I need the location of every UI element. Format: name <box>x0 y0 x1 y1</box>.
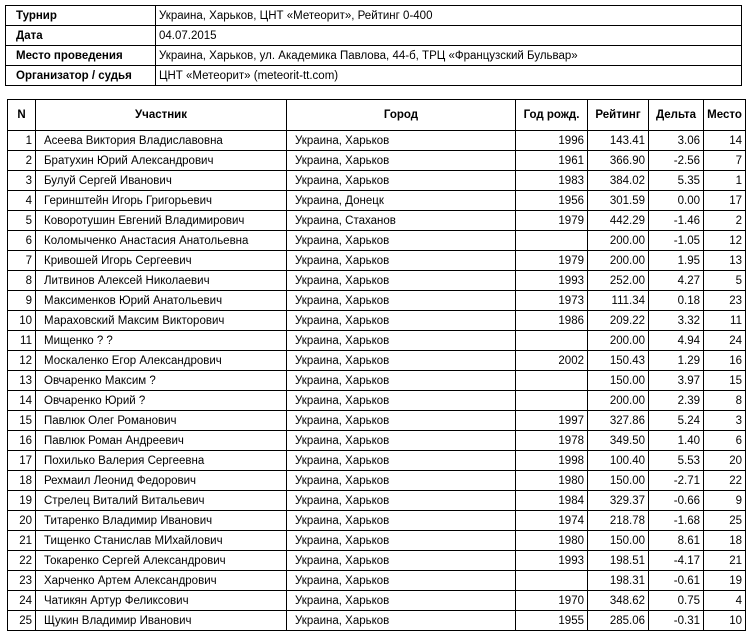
cell-birth-year: 1979 <box>516 251 588 271</box>
cell-participant: Максименков Юрий Анатольевич <box>36 291 287 311</box>
cell-rating: 349.50 <box>588 431 649 451</box>
cell-city: Украина, Донецк <box>287 191 516 211</box>
cell-city: Украина, Стаханов <box>287 211 516 231</box>
cell-city: Украина, Харьков <box>287 131 516 151</box>
cell-place: 1 <box>704 171 746 191</box>
cell-rating: 384.02 <box>588 171 649 191</box>
cell-delta: 1.40 <box>649 431 704 451</box>
cell-number: 9 <box>8 291 36 311</box>
table-row <box>8 491 746 511</box>
info-label: Место проведения <box>6 46 156 66</box>
cell-number: 22 <box>8 551 36 571</box>
cell-city: Украина, Харьков <box>287 591 516 611</box>
cell-delta: 5.24 <box>649 411 704 431</box>
cell-delta: -4.17 <box>649 551 704 571</box>
cell-city: Украина, Харьков <box>287 171 516 191</box>
cell-birth-year <box>516 331 588 351</box>
cell-place: 16 <box>704 351 746 371</box>
cell-number: 15 <box>8 411 36 431</box>
col-header-birth-year: Год рожд. <box>516 100 588 131</box>
cell-birth-year <box>516 391 588 411</box>
cell-delta: -1.05 <box>649 231 704 251</box>
cell-number: 3 <box>8 171 36 191</box>
cell-participant: Литвинов Алексей Николаевич <box>36 271 287 291</box>
cell-rating: 209.22 <box>588 311 649 331</box>
cell-place: 12 <box>704 231 746 251</box>
results-body <box>8 131 746 631</box>
info-label: Организатор / судья <box>6 66 156 86</box>
cell-birth-year: 1974 <box>516 511 588 531</box>
cell-city: Украина, Харьков <box>287 251 516 271</box>
table-row <box>8 251 746 271</box>
cell-participant: Титаренко Владимир Иванович <box>36 511 287 531</box>
cell-number: 4 <box>8 191 36 211</box>
cell-place: 24 <box>704 331 746 351</box>
cell-city: Украина, Харьков <box>287 331 516 351</box>
cell-place: 22 <box>704 471 746 491</box>
cell-number: 23 <box>8 571 36 591</box>
table-row <box>8 431 746 451</box>
cell-delta: 4.94 <box>649 331 704 351</box>
cell-number: 5 <box>8 211 36 231</box>
results-header <box>8 100 746 131</box>
table-row <box>8 271 746 291</box>
cell-delta: 5.35 <box>649 171 704 191</box>
cell-place: 3 <box>704 411 746 431</box>
cell-rating: 100.40 <box>588 451 649 471</box>
cell-participant: Харченко Артем Александрович <box>36 571 287 591</box>
table-row <box>8 411 746 431</box>
cell-birth-year: 1961 <box>516 151 588 171</box>
cell-delta: -2.56 <box>649 151 704 171</box>
cell-place: 7 <box>704 151 746 171</box>
cell-number: 25 <box>8 611 36 631</box>
cell-participant: Коворотушин Евгений Владимирович <box>36 211 287 231</box>
info-value: Украина, Харьков, ЦНТ «Метеорит», Рейтинг 0-400 <box>156 6 742 26</box>
info-row-tournament <box>6 6 742 26</box>
cell-birth-year: 1956 <box>516 191 588 211</box>
cell-delta: 0.18 <box>649 291 704 311</box>
cell-participant: Кривошей Игорь Сергеевич <box>36 251 287 271</box>
cell-place: 20 <box>704 451 746 471</box>
cell-place: 8 <box>704 391 746 411</box>
table-row <box>8 551 746 571</box>
cell-place: 11 <box>704 311 746 331</box>
cell-city: Украина, Харьков <box>287 471 516 491</box>
cell-rating: 218.78 <box>588 511 649 531</box>
cell-number: 19 <box>8 491 36 511</box>
cell-city: Украина, Харьков <box>287 311 516 331</box>
col-header-rating: Рейтинг <box>588 100 649 131</box>
cell-place: 17 <box>704 191 746 211</box>
cell-number: 10 <box>8 311 36 331</box>
cell-number: 11 <box>8 331 36 351</box>
cell-number: 20 <box>8 511 36 531</box>
cell-participant: Стрелец Виталий Витальевич <box>36 491 287 511</box>
table-row <box>8 371 746 391</box>
cell-number: 12 <box>8 351 36 371</box>
cell-rating: 442.29 <box>588 211 649 231</box>
table-row <box>8 291 746 311</box>
cell-city: Украина, Харьков <box>287 411 516 431</box>
cell-rating: 111.34 <box>588 291 649 311</box>
cell-place: 19 <box>704 571 746 591</box>
cell-rating: 301.59 <box>588 191 649 211</box>
table-row <box>8 171 746 191</box>
cell-birth-year <box>516 371 588 391</box>
info-label: Турнир <box>6 6 156 26</box>
cell-birth-year: 1983 <box>516 171 588 191</box>
table-row <box>8 191 746 211</box>
cell-number: 21 <box>8 531 36 551</box>
cell-participant: Щукин Владимир Иванович <box>36 611 287 631</box>
table-row <box>8 131 746 151</box>
cell-participant: Овчаренко Максим ? <box>36 371 287 391</box>
tournament-info-table <box>5 5 742 86</box>
cell-participant: Токаренко Сергей Александрович <box>36 551 287 571</box>
cell-rating: 198.51 <box>588 551 649 571</box>
cell-delta: 2.39 <box>649 391 704 411</box>
cell-place: 4 <box>704 591 746 611</box>
cell-birth-year: 1979 <box>516 211 588 231</box>
cell-rating: 198.31 <box>588 571 649 591</box>
cell-birth-year: 1993 <box>516 271 588 291</box>
cell-city: Украина, Харьков <box>287 611 516 631</box>
cell-rating: 150.00 <box>588 531 649 551</box>
info-value: 04.07.2015 <box>156 26 742 46</box>
cell-city: Украина, Харьков <box>287 451 516 471</box>
cell-city: Украина, Харьков <box>287 291 516 311</box>
cell-city: Украина, Харьков <box>287 491 516 511</box>
cell-rating: 327.86 <box>588 411 649 431</box>
cell-delta: 0.00 <box>649 191 704 211</box>
cell-rating: 200.00 <box>588 251 649 271</box>
cell-birth-year: 1973 <box>516 291 588 311</box>
cell-city: Украина, Харьков <box>287 271 516 291</box>
cell-birth-year: 1970 <box>516 591 588 611</box>
cell-city: Украина, Харьков <box>287 551 516 571</box>
cell-birth-year: 1996 <box>516 131 588 151</box>
cell-birth-year: 1984 <box>516 491 588 511</box>
cell-delta: -0.31 <box>649 611 704 631</box>
cell-place: 9 <box>704 491 746 511</box>
table-row <box>8 611 746 631</box>
table-row <box>8 351 746 371</box>
cell-delta: -0.66 <box>649 491 704 511</box>
cell-number: 8 <box>8 271 36 291</box>
cell-delta: 0.75 <box>649 591 704 611</box>
cell-city: Украина, Харьков <box>287 431 516 451</box>
cell-birth-year <box>516 231 588 251</box>
cell-place: 25 <box>704 511 746 531</box>
cell-birth-year: 1980 <box>516 471 588 491</box>
cell-place: 10 <box>704 611 746 631</box>
cell-participant: Мараховский Максим Викторович <box>36 311 287 331</box>
cell-rating: 150.43 <box>588 351 649 371</box>
cell-birth-year: 1986 <box>516 311 588 331</box>
cell-city: Украина, Харьков <box>287 351 516 371</box>
info-row-date <box>6 26 742 46</box>
col-header-city: Город <box>287 100 516 131</box>
header-row <box>8 100 746 131</box>
table-row <box>8 511 746 531</box>
table-row <box>8 451 746 471</box>
cell-number: 17 <box>8 451 36 471</box>
cell-delta: -0.61 <box>649 571 704 591</box>
cell-delta: 8.61 <box>649 531 704 551</box>
cell-number: 6 <box>8 231 36 251</box>
cell-participant: Булуй Сергей Иванович <box>36 171 287 191</box>
cell-participant: Тищенко Станислав МИхайлович <box>36 531 287 551</box>
cell-rating: 143.41 <box>588 131 649 151</box>
table-row <box>8 211 746 231</box>
cell-participant: Павлюк Роман Андреевич <box>36 431 287 451</box>
cell-place: 18 <box>704 531 746 551</box>
cell-birth-year: 1955 <box>516 611 588 631</box>
cell-delta: -1.46 <box>649 211 704 231</box>
cell-participant: Братухин Юрий Александрович <box>36 151 287 171</box>
cell-rating: 285.06 <box>588 611 649 631</box>
table-row <box>8 531 746 551</box>
table-row <box>8 391 746 411</box>
col-header-participant: Участник <box>36 100 287 131</box>
cell-rating: 329.37 <box>588 491 649 511</box>
cell-delta: 1.95 <box>649 251 704 271</box>
cell-city: Украина, Харьков <box>287 571 516 591</box>
info-label: Дата <box>6 26 156 46</box>
cell-birth-year: 1998 <box>516 451 588 471</box>
cell-rating: 200.00 <box>588 331 649 351</box>
cell-city: Украина, Харьков <box>287 151 516 171</box>
cell-birth-year: 1980 <box>516 531 588 551</box>
cell-rating: 252.00 <box>588 271 649 291</box>
cell-delta: 3.06 <box>649 131 704 151</box>
table-row <box>8 231 746 251</box>
cell-delta: 4.27 <box>649 271 704 291</box>
table-row <box>8 331 746 351</box>
col-header-number: N <box>8 100 36 131</box>
cell-participant: Мищенко ? ? <box>36 331 287 351</box>
cell-participant: Павлюк Олег Романович <box>36 411 287 431</box>
cell-place: 23 <box>704 291 746 311</box>
cell-birth-year: 1978 <box>516 431 588 451</box>
info-row-organizer <box>6 66 742 86</box>
results-table <box>7 99 746 631</box>
cell-number: 13 <box>8 371 36 391</box>
info-row-venue <box>6 46 742 66</box>
cell-place: 15 <box>704 371 746 391</box>
cell-rating: 150.00 <box>588 371 649 391</box>
info-value: ЦНТ «Метеорит» (meteorit-tt.com) <box>156 66 742 86</box>
cell-participant: Чатикян Артур Феликсович <box>36 591 287 611</box>
table-row <box>8 311 746 331</box>
cell-number: 7 <box>8 251 36 271</box>
cell-place: 2 <box>704 211 746 231</box>
cell-city: Украина, Харьков <box>287 391 516 411</box>
cell-city: Украина, Харьков <box>287 231 516 251</box>
cell-rating: 366.90 <box>588 151 649 171</box>
info-value: Украина, Харьков, ул. Академика Павлова, 44-б, ТРЦ «Французский Бульвар» <box>156 46 742 66</box>
cell-rating: 200.00 <box>588 391 649 411</box>
cell-city: Украина, Харьков <box>287 511 516 531</box>
col-header-delta: Дельта <box>649 100 704 131</box>
cell-number: 2 <box>8 151 36 171</box>
cell-place: 13 <box>704 251 746 271</box>
cell-delta: 3.97 <box>649 371 704 391</box>
cell-place: 6 <box>704 431 746 451</box>
cell-participant: Овчаренко Юрий ? <box>36 391 287 411</box>
cell-birth-year: 1993 <box>516 551 588 571</box>
cell-number: 24 <box>8 591 36 611</box>
cell-delta: -1.68 <box>649 511 704 531</box>
cell-number: 1 <box>8 131 36 151</box>
cell-participant: Коломыченко Анастасия Анатольевна <box>36 231 287 251</box>
col-header-place: Место <box>704 100 746 131</box>
cell-place: 5 <box>704 271 746 291</box>
cell-delta: 3.32 <box>649 311 704 331</box>
cell-delta: 1.29 <box>649 351 704 371</box>
cell-birth-year <box>516 571 588 591</box>
table-row <box>8 151 746 171</box>
cell-participant: Похилько Валерия Сергеевна <box>36 451 287 471</box>
cell-participant: Геринштейн Игорь Григорьевич <box>36 191 287 211</box>
cell-birth-year: 1997 <box>516 411 588 431</box>
table-row <box>8 591 746 611</box>
cell-number: 18 <box>8 471 36 491</box>
cell-place: 14 <box>704 131 746 151</box>
table-row <box>8 471 746 491</box>
cell-city: Украина, Харьков <box>287 531 516 551</box>
cell-participant: Рехмаил Леонид Федорович <box>36 471 287 491</box>
cell-delta: -2.71 <box>649 471 704 491</box>
cell-rating: 200.00 <box>588 231 649 251</box>
cell-place: 21 <box>704 551 746 571</box>
cell-participant: Асеева Виктория Владиславовна <box>36 131 287 151</box>
cell-delta: 5.53 <box>649 451 704 471</box>
cell-rating: 150.00 <box>588 471 649 491</box>
tournament-info-body <box>6 6 742 86</box>
cell-participant: Москаленко Егор Александрович <box>36 351 287 371</box>
cell-number: 14 <box>8 391 36 411</box>
cell-city: Украина, Харьков <box>287 371 516 391</box>
cell-number: 16 <box>8 431 36 451</box>
cell-birth-year: 2002 <box>516 351 588 371</box>
table-row <box>8 571 746 591</box>
cell-rating: 348.62 <box>588 591 649 611</box>
